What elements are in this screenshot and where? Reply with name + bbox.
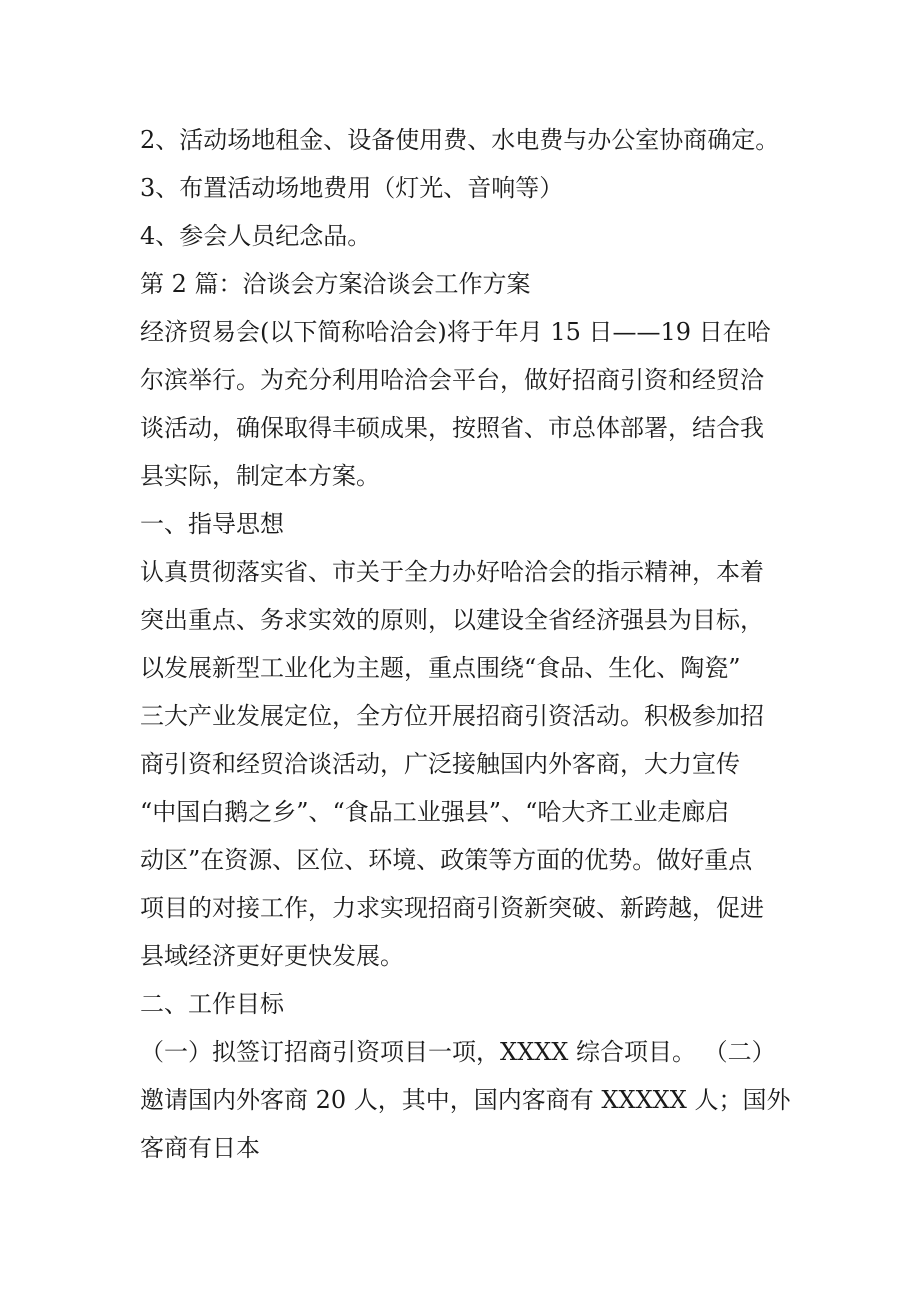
section-heading: 第 2 篇：洽谈会方案洽谈会工作方案 — [140, 270, 531, 298]
text-line: 3、布置活动场地费用（灯光、音响等） — [140, 174, 564, 202]
text-line: 动区”在资源、区位、环境、政策等方面的优势。做好重点 — [140, 846, 753, 874]
text-line: 商引资和经贸洽谈活动，广泛接触国内外客商，大力宣传 — [140, 750, 740, 778]
text-line: 认真贯彻落实省、市关于全力办好哈洽会的指示精神，本着 — [140, 558, 764, 586]
section-heading: 一、指导思想 — [140, 510, 284, 538]
text-line: 谈活动，确保取得丰硕成果，按照省、市总体部署，结合我 — [140, 414, 764, 442]
text-line: 三大产业发展定位，全方位开展招商引资活动。积极参加招 — [140, 702, 764, 730]
text-line: 突出重点、务求实效的原则，以建设全省经济强县为目标， — [140, 606, 764, 634]
text-line: 4、参会人员纪念品。 — [140, 222, 372, 250]
text-line: “中国白鹅之乡”、“食品工业强县”、“哈大齐工业走廊启 — [140, 798, 730, 826]
text-line: 县实际，制定本方案。 — [140, 462, 380, 490]
text-line: 县域经济更好更快发展。 — [140, 942, 404, 970]
document-body — [140, 116, 910, 1172]
text-line: 邀请国内外客商 20 人，其中，国内客商有 XXXXX 人；国外 — [140, 1086, 791, 1114]
text-line: 客商有日本 — [140, 1134, 260, 1162]
text-line: （一）拟签订招商引资项目一项，XXXX 综合项目。 （二） — [140, 1038, 776, 1066]
section-heading: 二、工作目标 — [140, 990, 284, 1018]
text-line: 项目的对接工作，力求实现招商引资新突破、新跨越，促进 — [140, 894, 764, 922]
text-line: 尔滨举行。为充分利用哈洽会平台，做好招商引资和经贸洽 — [140, 366, 764, 394]
text-line: 2、活动场地租金、设备使用费、水电费与办公室协商确定。 — [140, 126, 780, 154]
text-line: 经济贸易会(以下简称哈洽会)将于年月 15 日——19 日在哈 — [140, 318, 771, 346]
text-line: 以发展新型工业化为主题，重点围绕“食品、生化、陶瓷” — [140, 654, 741, 682]
